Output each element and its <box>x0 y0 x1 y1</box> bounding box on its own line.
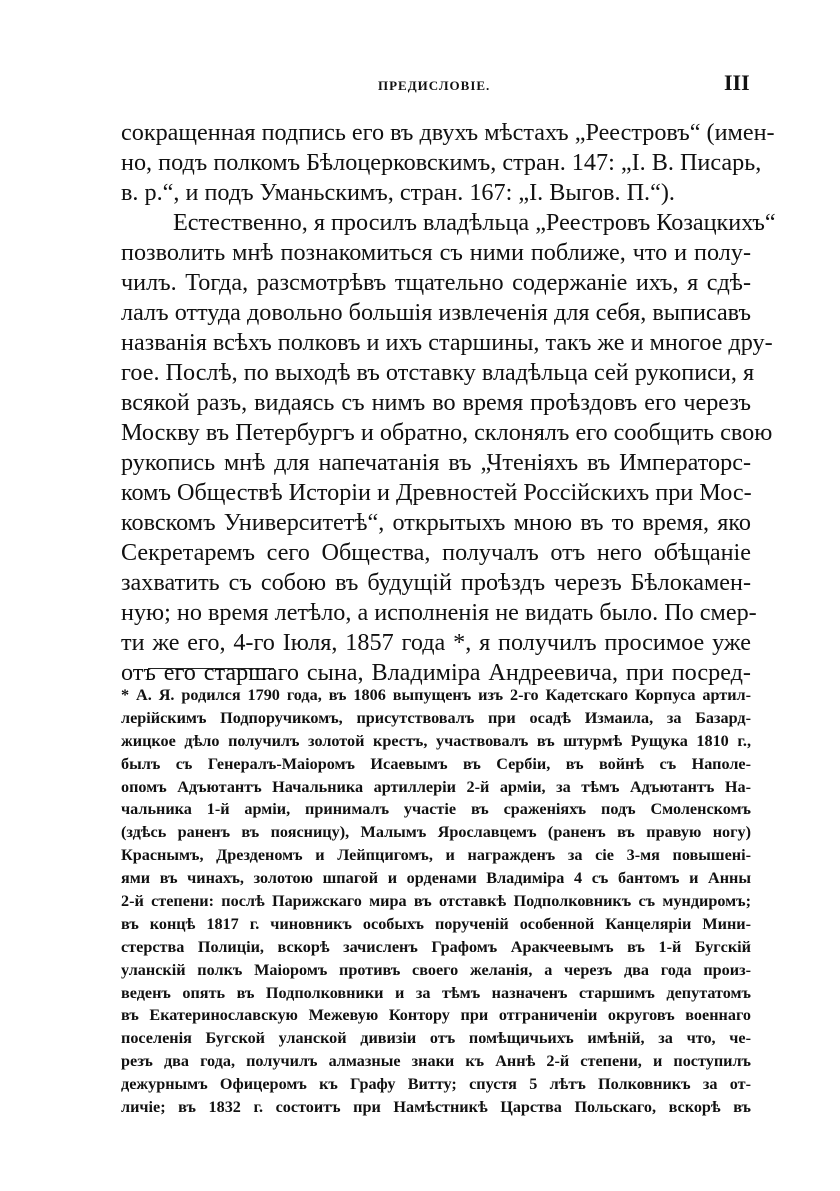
footnote-line: въ Екатеринославскую Межевую Контору при отграниченіи округовъ военнаго <box>121 1006 751 1025</box>
text-line: Москву въ Петербургъ и обратно, склонялъ его сообщить свою <box>121 419 773 446</box>
footnote-line: жицкое дѣло получилъ золотой крестъ, участвовалъ въ штурмѣ Рущука 1810 г., <box>121 731 751 750</box>
running-title: ПРЕДИСЛОВІЕ. <box>378 78 491 93</box>
text-line: в. р.“, и подъ Уманьскимъ, стран. 167: „І. Выгов. П.“). <box>121 179 675 206</box>
text-line: ковскомъ Университетѣ“, открытыхъ мною въ то время, яко <box>121 509 751 536</box>
footnote-divider <box>148 668 274 669</box>
text-line: позволить мнѣ познакомиться съ ними поближе, что и полу- <box>121 239 751 266</box>
main-text-block <box>121 118 776 688</box>
footnote-line: лерійскимъ Подпоручикомъ, присутствовалъ при осадѣ Измаила, за Базард- <box>121 708 751 727</box>
footnote-line: въ концѣ 1817 г. чиновникъ особыхъ порученій особенной Канцеляріи Мини- <box>121 914 751 933</box>
footnote-line: чальника 1-й арміи, принималъ участіе въ сраженіяхъ подъ Смоленскомъ <box>121 800 751 819</box>
footnote-line: веденъ опять въ Подполковники и за тѣмъ назначенъ старшимъ депутатомъ <box>121 983 751 1002</box>
text-line: комъ Обществѣ Исторіи и Древностей Россійскихъ при Мос- <box>121 479 752 506</box>
footnote-line: былъ съ Генералъ-Маіоромъ Исаевымъ въ Сербіи, въ войнѣ съ Наполе- <box>121 754 751 773</box>
text-line: Секретаремъ сего Общества, получалъ отъ него обѣщаніе <box>121 539 751 566</box>
footnote-line: (здѣсь раненъ въ поясницу), Малымъ Ярославцемъ (раненъ въ правую ногу) <box>121 823 751 842</box>
text-line: Естественно, я просилъ владѣльца „Реестровъ Козацкихъ“ <box>173 209 776 236</box>
footnote-line: Краснымъ, Дрезденомъ и Лейпцигомъ, и награжденъ за сіе 3-мя повышені- <box>121 846 751 865</box>
page-number: III <box>724 70 750 95</box>
footnote-line: опомъ Адъютантъ Начальника артиллеріи 2-й арміи, за тѣмъ Адъютантъ На- <box>121 777 751 796</box>
text-line: чилъ. Тогда, разсмотрѣвъ тщательно содержаніе ихъ, я сдѣ- <box>121 269 751 296</box>
text-line: но, подъ полкомъ Бѣлоцерковскимъ, стран. 147: „І. В. Писарь, <box>121 149 762 176</box>
text-line: лалъ оттуда довольно большія извлеченія для себя, выписавъ <box>121 299 751 326</box>
footnote-line: уланскій полкъ Маіоромъ противъ своего желанія, а черезъ два года произ- <box>121 960 751 979</box>
text-line: отъ его старшаго сына, Владиміра Андреевича, при посред- <box>121 659 751 686</box>
text-line: гое. Послѣ, по выходѣ въ отставку владѣльца сей рукописи, я <box>121 359 755 386</box>
footnote-line: поселенія Бугской уланской дивизіи отъ помѣщичьихъ имѣній, за что, че- <box>121 1029 751 1048</box>
text-line: ти же его, 4-го Іюля, 1857 года *, я получилъ просимое уже <box>121 629 751 656</box>
footnote-line: 2-й степени: послѣ Парижскаго мира въ отставкѣ Подполковникъ съ мундиромъ; <box>121 892 751 911</box>
text-line: названія всѣхъ полковъ и ихъ старшины, такъ же и многое дру- <box>121 329 773 356</box>
footnote-line: стерства Полиціи, вскорѣ зачисленъ Графомъ Аракчеевымъ въ 1-й Бугскій <box>121 937 751 956</box>
footnote-line: резъ два года, получилъ алмазные знаки къ Аннѣ 2-й степени, и поступилъ <box>121 1052 751 1071</box>
text-line: ную; но время летѣло, а исполненія не видать было. По смер- <box>121 599 757 626</box>
footnote-block <box>121 684 751 1119</box>
footnote-line: личіе; въ 1832 г. состоитъ при Намѣстникѣ Царства Польскаго, вскорѣ въ <box>121 1098 751 1117</box>
text-line: захватить съ собою въ будущій проѣздъ черезъ Бѣлокамен- <box>121 569 751 596</box>
footnote-line: ями въ чинахъ, золотою шпагой и орденами Владиміра 4 съ бантомъ и Анны <box>121 869 751 888</box>
footnote-line: дежурнымъ Офицеромъ къ Графу Витту; спустя 5 лѣтъ Полковникъ за от- <box>121 1075 751 1094</box>
text-line: сокращенная подпись его въ двухъ мѣстахъ „Реестровъ“ (имен- <box>121 119 775 146</box>
footnote-line: * А. Я. родился 1790 года, въ 1806 выпущенъ изъ 2-го Кадетскаго Корпуса артил- <box>121 686 751 704</box>
text-line: всякой разъ, видаясь съ нимъ во время проѣздовъ его черезъ <box>121 389 751 416</box>
text-line: рукопись мнѣ для напечатанія въ „Чтеніяхъ въ Императорс- <box>121 449 751 476</box>
